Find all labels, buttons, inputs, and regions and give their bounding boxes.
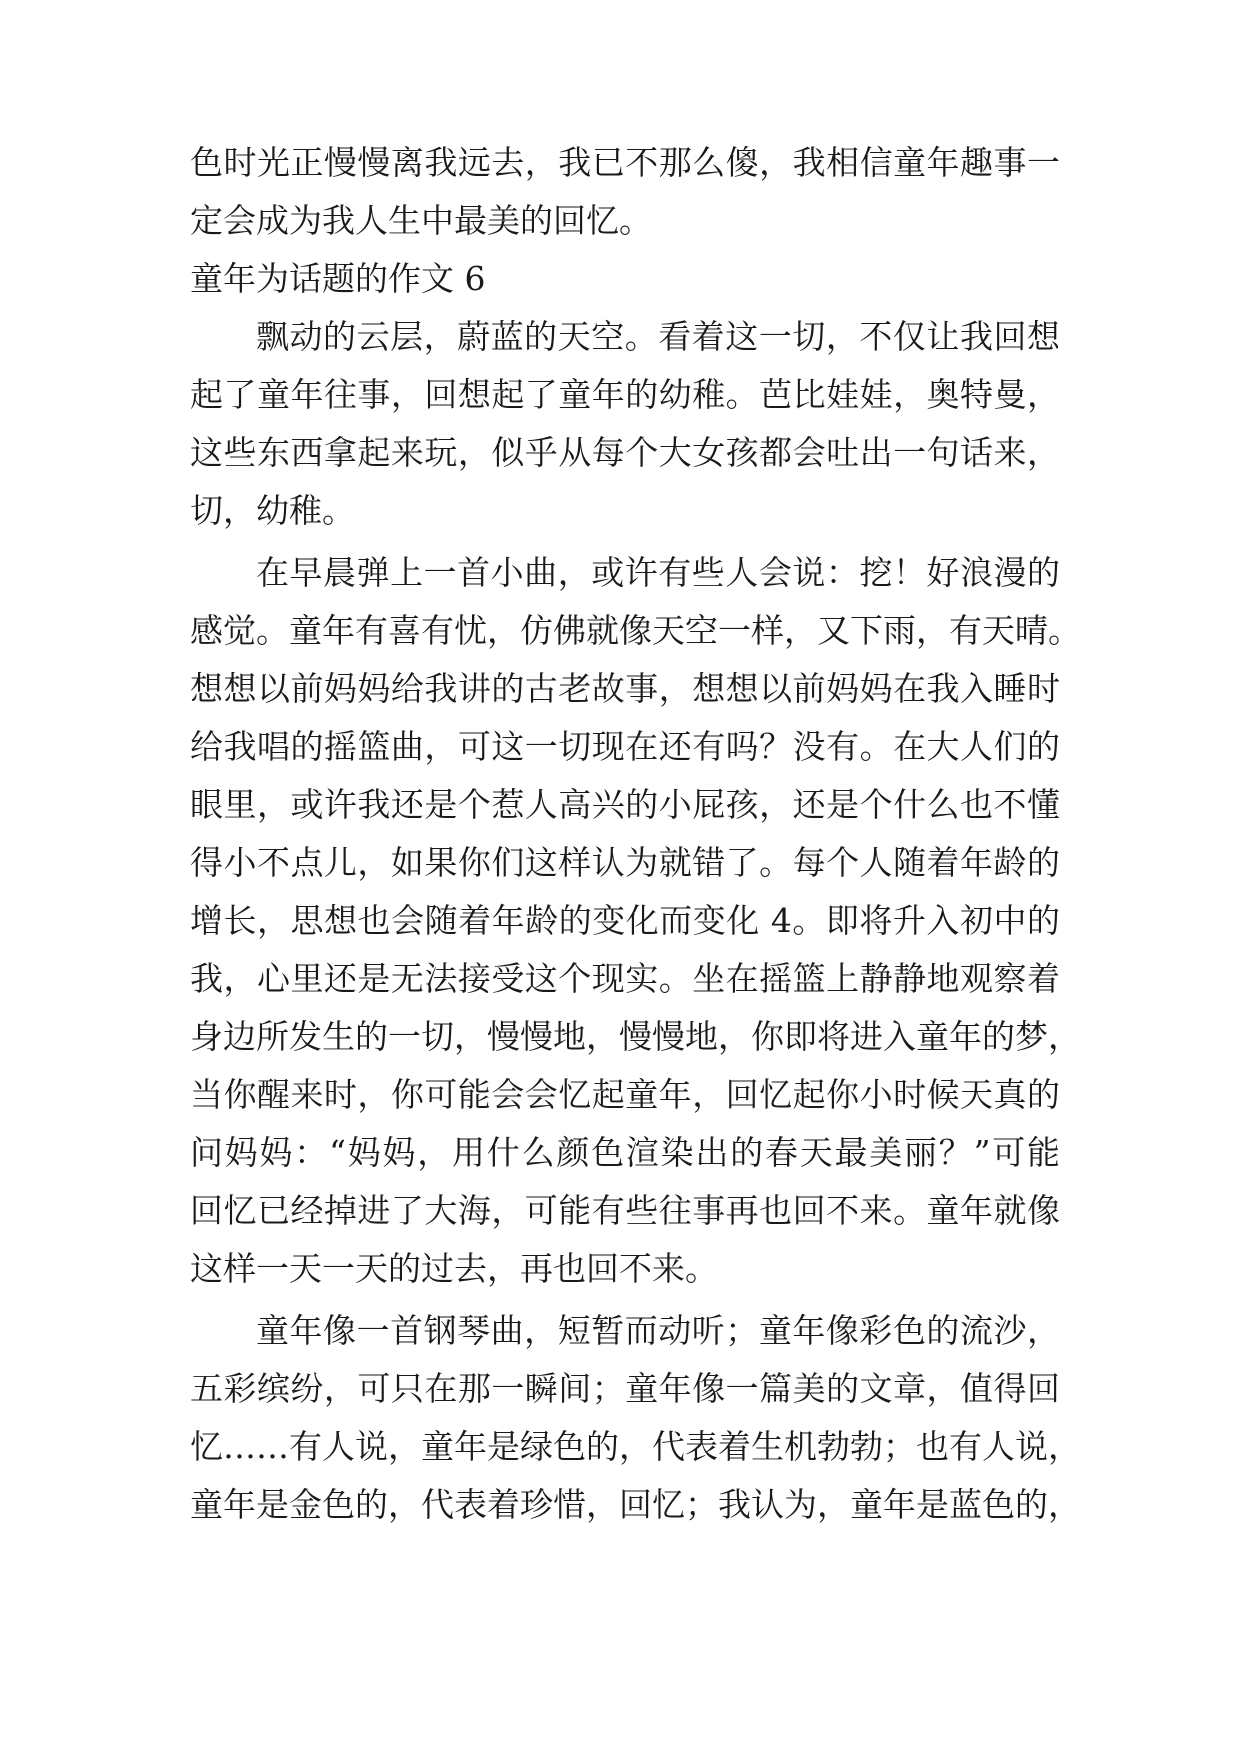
- text-line: 得小不点儿，如果你们这样认为就错了。每个人随着年龄的: [190, 843, 1060, 882]
- text-line: 忆……有人说，童年是绿色的，代表着生机勃勃；也有人说，: [190, 1427, 1081, 1466]
- text-line: 眼里，或许我还是个惹人高兴的小屁孩，还是个什么也不懂: [190, 785, 1060, 824]
- text-line: 身边所发生的一切，慢慢地，慢慢地，你即将进入童年的梦，: [190, 1017, 1081, 1056]
- text-line: 问妈妈：“妈妈，用什么颜色渲染出的春天最美丽？”可能: [190, 1133, 1060, 1172]
- text-line: 给我唱的摇篮曲，可这一切现在还有吗？没有。在大人们的: [190, 727, 1060, 766]
- text-line: 色时光正慢慢离我远去，我已不那么傻，我相信童年趣事一: [190, 143, 1060, 182]
- section-heading: 童年为话题的作文 6: [190, 259, 486, 298]
- text-line: 这些东西拿起来玩，似乎从每个大女孩都会吐出一句话来，: [190, 433, 1060, 472]
- text-line: 定会成为我人生中最美的回忆。: [190, 201, 652, 240]
- text-line: 当你醒来时，你可能会会忆起童年，回忆起你小时候天真的: [190, 1075, 1060, 1114]
- text-line: 增长，思想也会随着年龄的变化而变化 4。即将升入初中的: [190, 901, 1060, 940]
- text-line: 想想以前妈妈给我讲的古老故事，想想以前妈妈在我入睡时: [190, 669, 1060, 708]
- text-line: 这样一天一天的过去，再也回不来。: [190, 1249, 718, 1288]
- text-line: 我，心里还是无法接受这个现实。坐在摇篮上静静地观察着: [190, 959, 1060, 998]
- text-line: 五彩缤纷，可只在那一瞬间；童年像一篇美的文章，值得回: [190, 1369, 1060, 1408]
- text-line: 童年像一首钢琴曲，短暂而动听；童年像彩色的流沙，: [256, 1311, 1060, 1350]
- text-line: 童年是金色的，代表着珍惜，回忆；我认为，童年是蓝色的，: [190, 1485, 1081, 1524]
- text-line: 在早晨弹上一首小曲，或许有些人会说：挖！好浪漫的: [256, 553, 1060, 592]
- text-line: 飘动的云层，蔚蓝的天空。看着这一切，不仅让我回想: [256, 317, 1060, 356]
- text-line: 感觉。童年有喜有忧，仿佛就像天空一样，又下雨，有天晴。: [190, 611, 1081, 650]
- text-line: 起了童年往事，回想起了童年的幼稚。芭比娃娃，奥特曼，: [190, 375, 1060, 414]
- text-line: 回忆已经掉进了大海，可能有些往事再也回不来。童年就像: [190, 1191, 1060, 1230]
- text-line: 切，幼稚。: [190, 491, 355, 530]
